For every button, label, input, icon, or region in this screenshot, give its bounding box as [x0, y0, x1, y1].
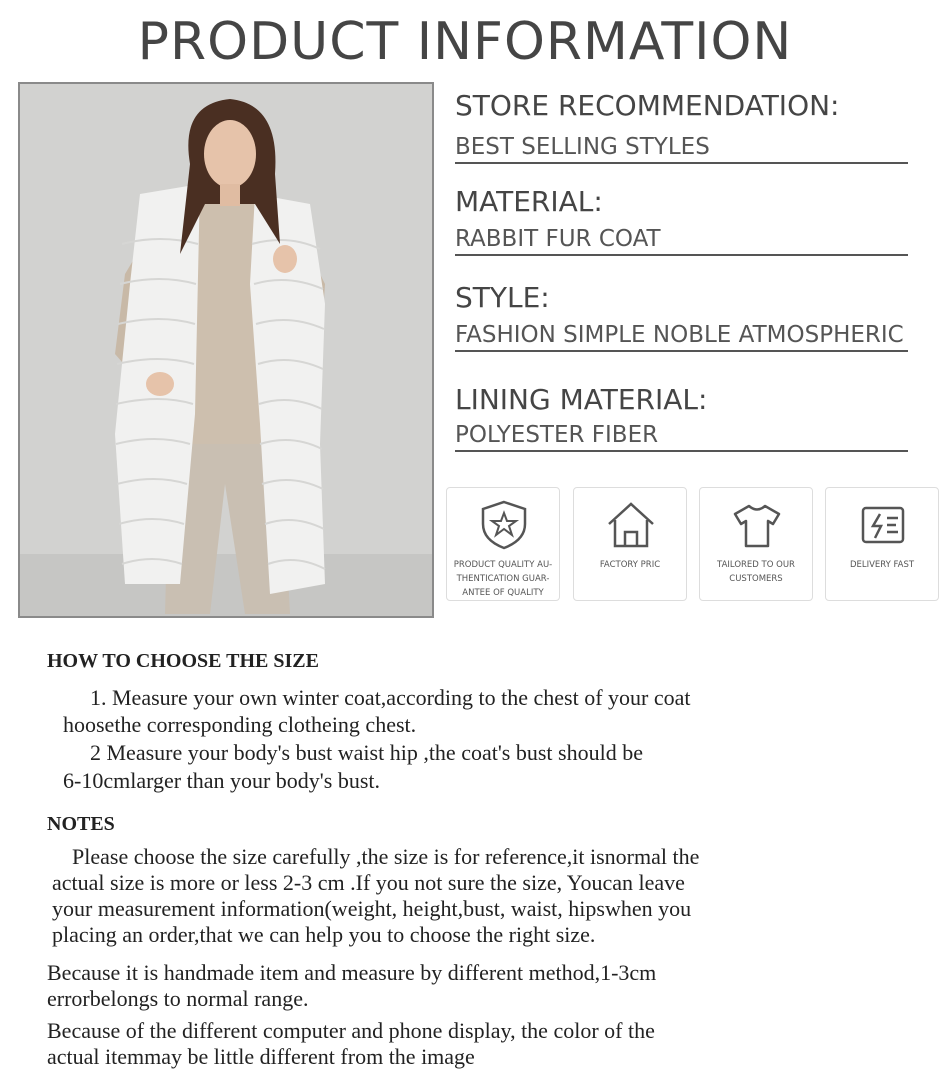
badge-label: DELIVERY FAST [849, 560, 915, 570]
notes-extra-line: Because it is handmade item and measure by different method,1-3cm [47, 960, 657, 985]
tshirt-icon [730, 498, 784, 552]
feature-badges [446, 487, 940, 603]
spec-label: LINING MATERIAL: [455, 383, 708, 416]
notes-heading: NOTES [47, 813, 115, 835]
badge-factory-price [573, 487, 687, 601]
battery-charge-icon [856, 498, 910, 552]
spec-style [455, 280, 935, 352]
notes-line: actual size is more or less 2-3 cm .If you not sure the size, Youcan leave [52, 870, 685, 895]
size-guide-heading: HOW TO CHOOSE THE SIZE [47, 650, 319, 672]
house-icon [604, 498, 658, 552]
notes-line: Please choose the size carefully ,the size is for reference,it isnormal the [72, 844, 700, 869]
notes-line: your measurement information(weight, height,bust, waist, hipswhen you [52, 896, 692, 921]
badge-label: PRODUCT QUALITY AU- THENTICATION GUAR- ANTEE OF QUALITY [453, 560, 553, 598]
divider [455, 254, 908, 256]
spec-label: STYLE: [455, 281, 550, 314]
product-photo [18, 82, 434, 618]
page-title: PRODUCT INFORMATION [137, 12, 793, 72]
spec-material [455, 184, 935, 256]
notes-extra-line: actual itemmay be little different from the image [47, 1044, 475, 1069]
spec-value: RABBIT FUR COAT [455, 226, 661, 252]
spec-value: FASHION SIMPLE NOBLE ATMOSPHERIC [455, 322, 904, 348]
badge-label: FACTORY PRIC [599, 560, 661, 570]
size-guide-line: 2 Measure your body's bust waist hip ,the coat's bust should be [90, 740, 643, 765]
size-guide-line: hoosethe corresponding clotheing chest. [63, 712, 417, 737]
spec-lining-material [455, 382, 935, 452]
notes-line: placing an order,that we can help you to choose the right size. [52, 922, 596, 947]
spec-store-recommendation [455, 88, 935, 164]
notes-extra-line: Because of the different computer and phone display, the color of the [47, 1018, 655, 1043]
shield-star-icon [477, 498, 531, 552]
size-guide-line: 6-10cmlarger than your body's bust. [63, 768, 381, 793]
badge-delivery [825, 487, 939, 601]
size-guide-line: 1. Measure your own winter coat,according to the chest of your coat [90, 685, 691, 710]
spec-label: MATERIAL: [455, 185, 603, 218]
divider [455, 162, 908, 164]
divider [455, 350, 908, 352]
badge-label: TAILORED TO OUR CUSTOMERS [717, 560, 795, 584]
badge-tailored [699, 487, 813, 601]
spec-value: BEST SELLING STYLES [455, 134, 710, 160]
spec-label: STORE RECOMMENDATION: [455, 89, 840, 122]
divider [455, 450, 908, 452]
notes-extra-line: errorbelongs to normal range. [47, 986, 309, 1011]
badge-quality [446, 487, 560, 601]
spec-value: POLYESTER FIBER [455, 422, 659, 448]
